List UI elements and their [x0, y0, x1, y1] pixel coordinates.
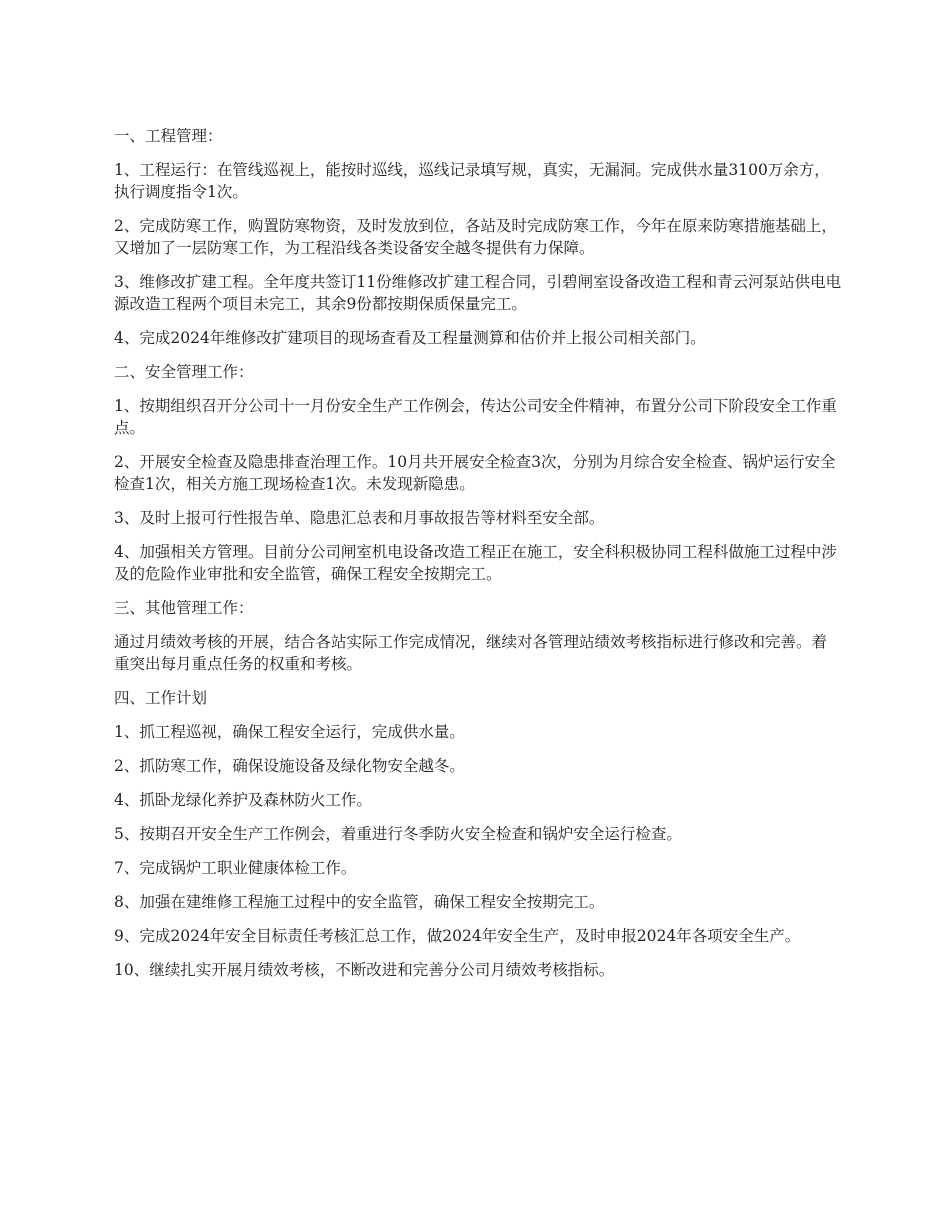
- paragraph: 3、维修改扩建工程。全年度共签订11份维修改扩建工程合同，引碧闸室设备改造工程和青云河泵站供电电源改造工程两个项目未完工，其余9份都按期保质保量完工。: [114, 273, 842, 313]
- paragraph: 2、完成防寒工作，购置防寒物资，及时发放到位，各站及时完成防寒工作，今年在原来防寒措施基础上，又增加了一层防寒工作，为工程沿线各类设备安全越冬提供有力保障。: [114, 217, 837, 257]
- section-heading-safety: 二、安全管理工作：: [114, 363, 254, 381]
- paragraph: 1、工程运行：在管线巡视上，能按时巡线，巡线记录填写规，真实，无漏洞。完成供水量3100万余方，执行调度指令1次。: [114, 161, 830, 201]
- paragraph: 1、按期组织召开分公司十一月份安全生产工作例会，传达公司安全件精神，布置分公司下阶段安全工作重点。: [114, 397, 837, 437]
- paragraph: 2、开展安全检查及隐患排查治理工作。10月共开展安全检查3次，分别为月综合安全检查、锅炉运行安全检查1次，相关方施工现场检查1次。未发现新隐患。: [114, 453, 836, 493]
- section-heading-other: 三、其他管理工作：: [114, 599, 254, 617]
- paragraph: 7、完成锅炉工职业健康体检工作。: [114, 859, 357, 877]
- paragraph: 8、加强在建维修工程施工过程中的安全监管，确保工程安全按期完工。: [114, 893, 605, 911]
- section-heading-plan: 四、工作计划: [114, 689, 208, 707]
- paragraph: 4、完成2024年维修改扩建项目的现场查看及工程量测算和估价并上报公司相关部门。: [114, 329, 706, 347]
- paragraph: 4、抓卧龙绿化养护及森林防火工作。: [114, 791, 372, 809]
- paragraph: 通过月绩效考核的开展，结合各站实际工作完成情况，继续对各管理站绩效考核指标进行修改和完善。着重突出每月重点任务的权重和考核。: [114, 633, 828, 673]
- paragraph: 5、按期召开安全生产工作例会，着重进行冬季防火安全检查和锅炉安全运行检查。: [114, 825, 682, 843]
- paragraph: 3、及时上报可行性报告单、隐患汇总表和月事故报告等材料至安全部。: [114, 509, 605, 527]
- section-heading-engineering: 一、工程管理：: [114, 127, 223, 145]
- document-body: [114, 125, 842, 981]
- paragraph: 10、继续扎实开展月绩效考核，不断改进和完善分公司月绩效考核指标。: [114, 961, 615, 979]
- paragraph: 2、抓防寒工作，确保设施设备及绿化物安全越冬。: [114, 757, 465, 775]
- paragraph: 9、完成2024年安全目标责任考核汇总工作，做2024年安全生产，及时申报2024年各项安全生产。: [114, 927, 801, 945]
- paragraph: 1、抓工程巡视，确保工程安全运行，完成供水量。: [114, 723, 465, 741]
- paragraph: 4、加强相关方管理。目前分公司闸室机电设备改造工程正在施工，安全科积极协同工程科做施工过程中涉及的危险作业审批和安全监管，确保工程安全按期完工。: [114, 543, 837, 583]
